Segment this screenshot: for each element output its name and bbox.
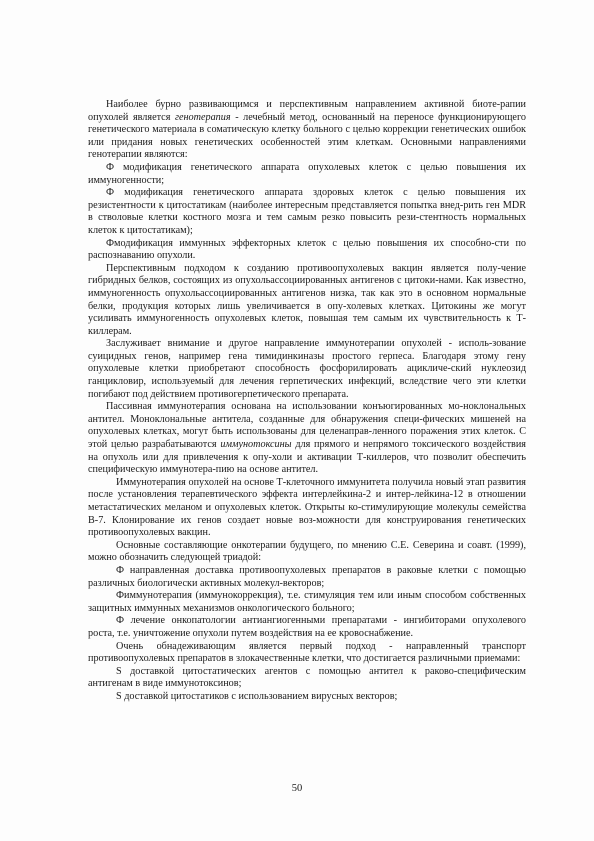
paragraph: Ф направленная доставка противоопухолевых препаратов в раковые клетки с помощью различных биологически активных молекул-векторов; bbox=[88, 564, 526, 589]
paragraph: Очень обнадеживающим является первый подход - направленный транспорт противоопухолевых препаратов в злокачественные клетки, что достигается различными приемами: bbox=[88, 640, 526, 665]
paragraph: Ф модификация генетического аппарата здоровых клеток с целью повышения их резистентности к цитостатикам (наиболее интересным представляется попытка внед-рить ген MDR в стволовые клетки костного мозга и тем самым резко повысить рези-стентность нормальных клеток к цитостатикам); bbox=[88, 187, 526, 236]
paragraph: Ф лечение онкопатологии антиангиогенными препаратами - ингибиторами опухолевого роста, т.е. уничтожение опухоли путем воздействия на ее кровоснабжение. bbox=[88, 615, 526, 639]
paragraph: Фмодификация иммунных эффекторных клеток с целью повышения их способно-сти по распознаванию опухоли. bbox=[88, 237, 526, 262]
paragraph: Заслуживает внимание и другое направление иммунотерапии опухолей - исполь-зование суицидных генов, например гена тимидинкиназы простого герпеса. Благодаря этому гену опухолевые клетки приобретают способность фосфорилировать ацикличе-ский нуклеозид ганцикловир, используемый для лечения герпетических инфекций, вследствие чего эти клетки погибают под действием противогерпетического препарата. bbox=[88, 338, 526, 400]
paragraph: Пассивная иммунотерапия основана на использовании конъюгированных мо-ноклональных антител. Моноклональные антитела, созданные для обнаружения специ-фических мишеней на опухолевых клетках, могут быть использованы для целенаправ-ленного поражения этих клеток. С этой целью разрабатываются иммунотоксины для прямого и непрямого токсического воздействия на опухоль или для привлечения к опу-холи и активации Т-киллеров, что позволит обеспечить специфическую иммунотера-пию на основе антител. bbox=[88, 401, 526, 476]
paragraph: Иммунотерапия опухолей на основе Т-клеточного иммунитета получила новый этап развития после установления терапевтического эффекта интерлейкина-2 и интер-лейкина-12 в отношении метастатических меланом и опухолевых клеток. Открыты ко-стимулирующие молекулы семейства В-7. Клонирование их генов создает новые воз-можности для конструирования генетических противоопухолевых вакцин. bbox=[88, 476, 526, 539]
paragraph: Фиммунотерапия (иммунокоррекция), т.е. стимуляция тем или иным способом собственных защитных иммунных механизмов онкологического больного; bbox=[88, 590, 526, 614]
paragraph: S доставкой цитостатиков с использованием вирусных векторов; bbox=[116, 690, 398, 702]
page-number: 50 bbox=[291, 783, 303, 794]
italic-term: иммунотоксины bbox=[220, 439, 292, 451]
paragraph: Основные составляющие онкотерапии будущего, по мнению С.Е. Северина и соавт. (1999), можно обозначить следующей триадой: bbox=[88, 539, 526, 564]
italic-term: генотерапия bbox=[174, 111, 231, 123]
paragraph: Ф модификация генетического аппарата опухолевых клеток с целью повышения их иммуногенности; bbox=[88, 161, 526, 186]
paragraph: Перспективным подходом к созданию противоопухолевых вакцин является полу-чение гибридных белков, состоящих из опухольассоциированных антигенов с цитоки-нами. Как известно, иммуногенность опухольассоциированных антигенов низка, так как это в основном нормальные белки, продукция которых лишь увеличивается в опу-холевых клетках. Цитокины же могут усиливать иммуногенность опухолевых клеток, повышая тем самым их чувствительность к Т-киллерам. bbox=[88, 262, 526, 337]
paragraph: Наиболее бурно развивающимся и перспективным направлением активной биоте-рапии опухолей является генотерапия - лечебный метод, основанный на переносе функционирующего генетического материала в соматическую клетку больного с целью коррекции генетических ошибок или придания новых генетических особенностей этим клеткам. Основными направлениями генотерапии являются: bbox=[88, 99, 526, 161]
body-text bbox=[88, 99, 526, 704]
paragraph: S доставкой цитостатических агентов с помощью антител к раково-специфическим антигенам в виде иммунотоксинов; bbox=[88, 665, 526, 690]
